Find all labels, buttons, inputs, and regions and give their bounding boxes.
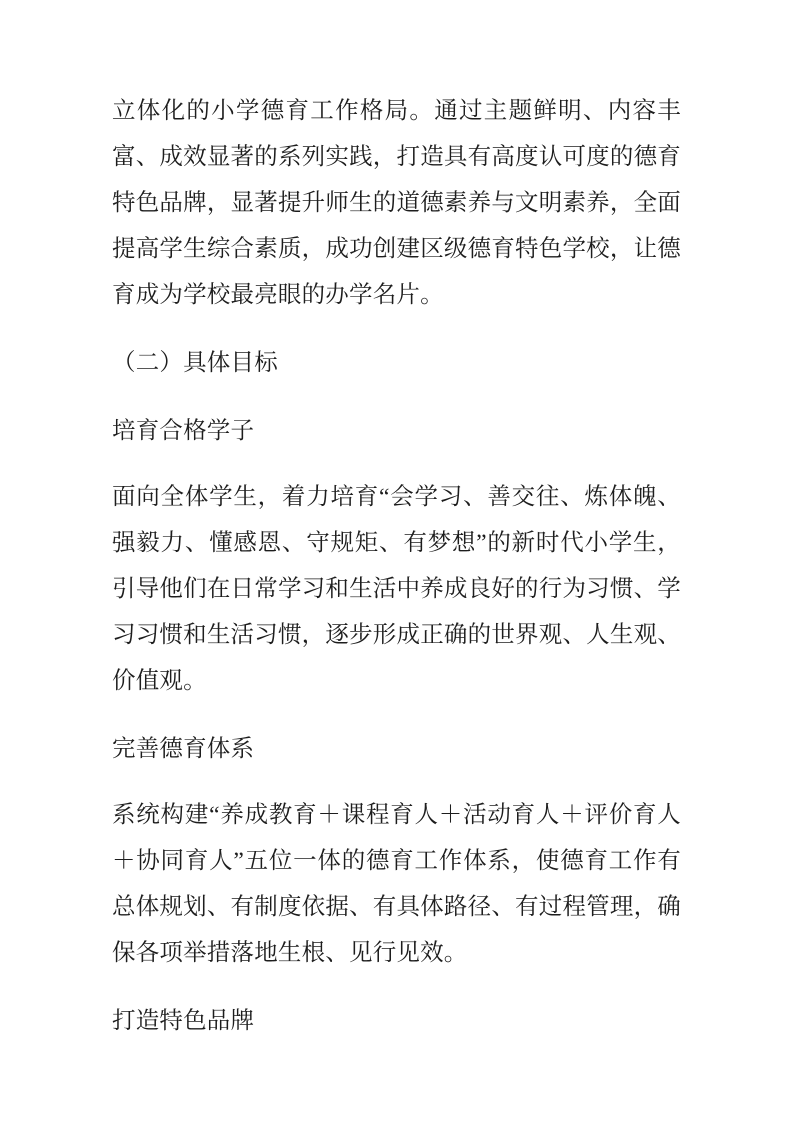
subheading-cultivate-students: 培育合格学子: [112, 418, 255, 444]
paragraph-improve-system: 系统构建“养成教育＋课程育人＋活动育人＋评价育人＋协同育人”五位一体的德育工作体系，使德育工作有总体规划、有制度依据、有具体路径、有过程管理，确保各项举措落地生根、见行见效。: [112, 802, 681, 966]
heading-specific-goals: （二）具体目标: [112, 350, 278, 376]
paragraph-overall-goal: 立体化的小学德育工作格局。通过主题鲜明、内容丰富、成效显著的系列实践，打造具有高度认可度的德育特色品牌，显著提升师生的道德素养与文明素养，全面提高学生综合素质，成功创建区级德育特色学校，让德育成为学校最亮眼的办学名片。: [112, 98, 681, 308]
subheading-improve-system: 完善德育体系: [112, 736, 255, 762]
paragraph-cultivate-students: 面向全体学生，着力培育“会学习、善交往、炼体魄、强毅力、懂感恩、守规矩、有梦想”的新时代小学生，引导他们在日常学习和生活中养成良好的行为习惯、学习习惯和生活习惯，逐步形成正确的世界观、人生观、价值观。: [112, 484, 681, 694]
document-body: [112, 88, 681, 1044]
subheading-build-brand: 打造特色品牌: [112, 1008, 255, 1034]
